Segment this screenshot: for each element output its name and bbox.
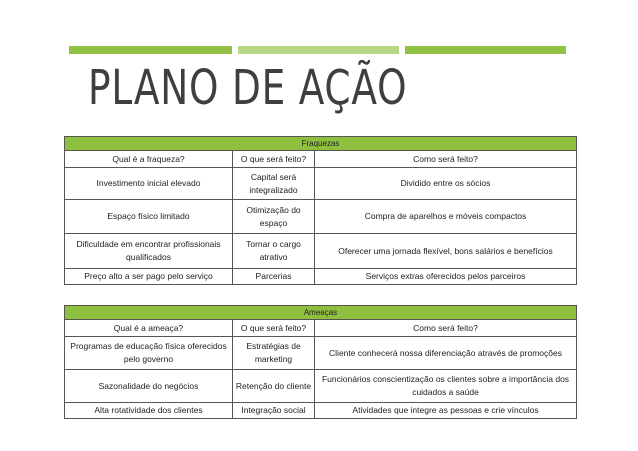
- table-cell: Tornar o cargo atrativo: [233, 234, 315, 269]
- table-cell: Espaço físico limitado: [65, 200, 233, 234]
- table-cell: Sazonalidade do negócios: [65, 370, 233, 403]
- table-cell: Cliente conhecerá nossa diferenciação através de promoções: [315, 337, 577, 370]
- table-cell: Serviços extras oferecidos pelos parceiros: [315, 269, 577, 285]
- fraquezas-column-headers: [65, 151, 577, 168]
- table-row: [65, 168, 577, 200]
- table-row: [65, 370, 577, 403]
- ameacas-heading-row: [65, 306, 577, 320]
- table-cell: Integração social: [233, 403, 315, 419]
- table-cell: Funcionários conscientização os clientes sobre a importância dos cuidados a saúde: [315, 370, 577, 403]
- table-row: [65, 234, 577, 269]
- column-header: O que será feito?: [233, 320, 315, 337]
- ameacas-table: [64, 305, 577, 419]
- table-row: [65, 403, 577, 419]
- column-header: Como será feito?: [315, 320, 577, 337]
- fraquezas-table: [64, 136, 577, 285]
- table-cell: Dificuldade em encontrar profissionais qualificados: [65, 234, 233, 269]
- fraquezas-heading: Fraquezas: [65, 137, 577, 151]
- fraquezas-heading-row: [65, 137, 577, 151]
- table-row: [65, 337, 577, 370]
- table-cell: Dividido entre os sócios: [315, 168, 577, 200]
- ameacas-heading: Ameaças: [65, 306, 577, 320]
- table-cell: Alta rotatividade dos clientes: [65, 403, 233, 419]
- table-cell: Investimento inicial elevado: [65, 168, 233, 200]
- table-row: [65, 269, 577, 285]
- table-cell: Programas de educação física oferecidos pelo governo: [65, 337, 233, 370]
- table-cell: Oferecer uma jornada flexível, bons salários e benefícios: [315, 234, 577, 269]
- table-cell: Parcerias: [233, 269, 315, 285]
- table-cell: Compra de aparelhos e móveis compactos: [315, 200, 577, 234]
- page-title: PLANO DE AÇÃO: [88, 60, 408, 116]
- column-header: Qual é a ameaça?: [65, 320, 233, 337]
- table-cell: Otimização do espaço: [233, 200, 315, 234]
- table-cell: Preço alto a ser pago pelo serviço: [65, 269, 233, 285]
- column-header: O que será feito?: [233, 151, 315, 168]
- table-cell: Atividades que integre as pessoas e crie vínculos: [315, 403, 577, 419]
- column-header: Qual é a fraqueza?: [65, 151, 233, 168]
- table-row: [65, 200, 577, 234]
- accent-bar-right: [405, 46, 566, 54]
- ameacas-column-headers: [65, 320, 577, 337]
- accent-bar-middle: [238, 46, 399, 54]
- table-cell: Capital será integralizado: [233, 168, 315, 200]
- table-cell: Retenção do cliente: [233, 370, 315, 403]
- accent-bar-left: [69, 46, 232, 54]
- table-cell: Estratégias de marketing: [233, 337, 315, 370]
- column-header: Como será feito?: [315, 151, 577, 168]
